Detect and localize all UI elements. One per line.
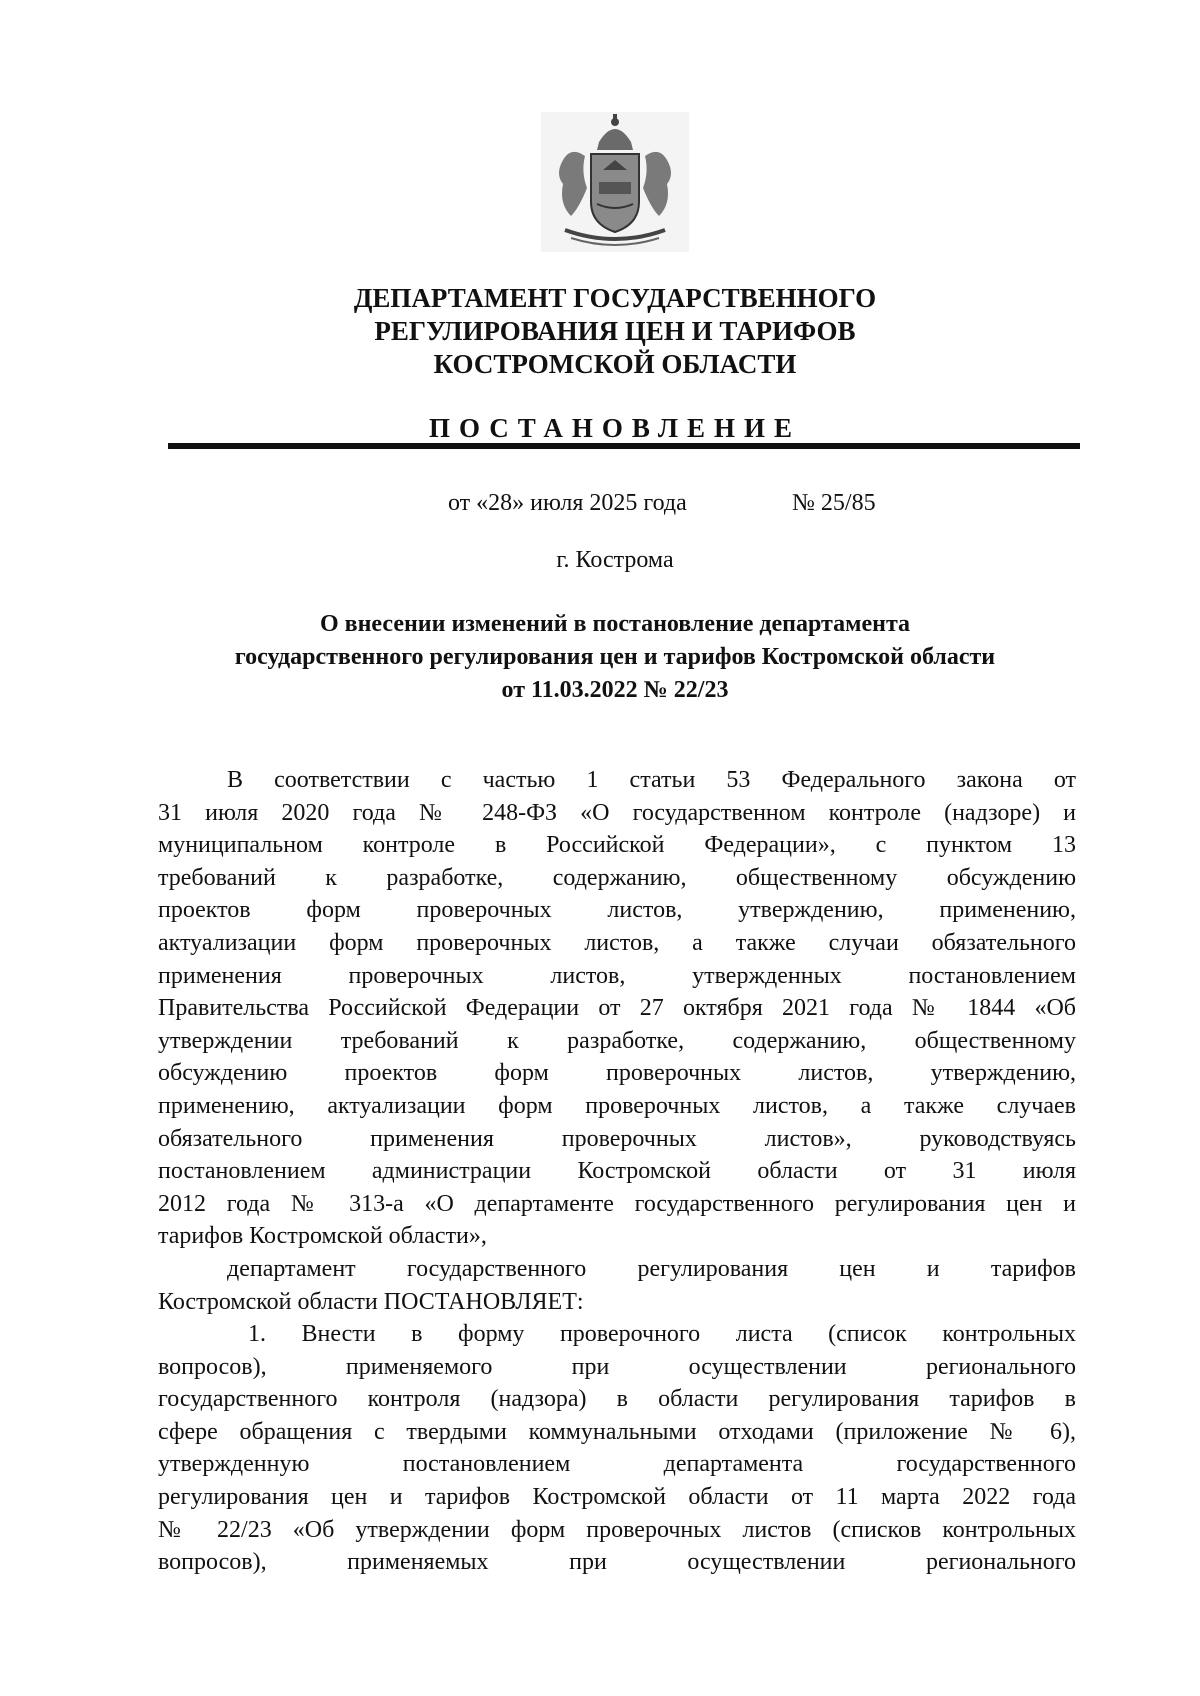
body-line: государственного контроля (надзора) в области регулирования тарифов в	[158, 1386, 1076, 1413]
body-line: проектов форм проверочных листов, утверждению, применению,	[158, 897, 1076, 924]
authority-line-2: РЕГУЛИРОВАНИЯ ЦЕН И ТАРИФОВ	[374, 316, 856, 346]
body-line: муниципальном контроле в Российской Федерации», с пунктом 13	[158, 832, 1076, 859]
document-body	[158, 764, 1076, 1579]
document-date: от «28» июля 2025 года	[448, 490, 687, 516]
title-line-1: О внесении изменений в постановление департамента	[319, 611, 911, 637]
body-line: вопросов), применяемых при осуществлении регионального	[158, 1549, 1076, 1576]
body-line: тарифов Костромской области»,	[158, 1223, 487, 1250]
document-city: г. Кострома	[556, 547, 674, 573]
document-number: № 25/85	[792, 490, 876, 516]
body-line: обязательного применения проверочных листов», руководствуясь	[158, 1125, 1076, 1152]
body-line: регулирования цен и тарифов Костромской области от 11 марта 2022 года	[158, 1484, 1076, 1511]
authority-line-3: КОСТРОМСКОЙ ОБЛАСТИ	[433, 349, 797, 379]
issuing-authority	[0, 282, 1200, 381]
body-line: департамент государственного регулирования цен и тарифов	[227, 1255, 1076, 1282]
coat-of-arms-emblem	[541, 112, 689, 252]
document-title	[0, 608, 1200, 707]
body-line: 31 июля 2020 года № 248-ФЗ «О государственном контроле (надзоре) и	[158, 799, 1076, 826]
body-line: В соответствии с частью 1 статьи 53 Федерального закона от	[227, 767, 1076, 793]
body-line: применения проверочных листов, утвержденных постановлением	[158, 962, 1076, 989]
body-line: постановлением администрации Костромской области от 31 июля	[158, 1158, 1076, 1185]
document-type: ПОСТАНОВЛЕНИЕ	[428, 413, 802, 443]
body-line: 1. Внести в форму проверочного листа (список контрольных	[248, 1321, 1076, 1348]
title-line-3: от 11.03.2022 № 22/23	[501, 677, 729, 703]
authority-line-1: ДЕПАРТАМЕНТ ГОСУДАРСТВЕННОГО	[353, 283, 877, 313]
header-divider	[168, 443, 1080, 449]
body-line: актуализации форм проверочных листов, а также случаи обязательного	[158, 929, 1076, 956]
body-line: Правительства Российской Федерации от 27 октября 2021 года № 1844 «Об	[158, 995, 1076, 1022]
body-line: утвержденную постановлением департамента государственного	[158, 1451, 1076, 1478]
title-line-2: государственного регулирования цен и тарифов Костромской области	[234, 644, 996, 670]
body-line: сфере обращения с твердыми коммунальными отходами (приложение № 6),	[158, 1418, 1076, 1445]
body-line: вопросов), применяемого при осуществлении регионального	[158, 1353, 1076, 1380]
body-line: № 22/23 «Об утверждении форм проверочных листов (списков контрольных	[158, 1516, 1076, 1543]
body-line: применению, актуализации форм проверочных листов, а также случаев	[158, 1092, 1076, 1119]
body-line: 2012 года № 313-а «О департаменте государственного регулирования цен и	[158, 1190, 1076, 1217]
body-line: Костромской области ПОСТАНОВЛЯЕТ:	[158, 1288, 584, 1315]
body-line: требований к разработке, содержанию, общественному обсуждению	[158, 864, 1076, 891]
body-line: утверждении требований к разработке, содержанию, общественному	[158, 1027, 1076, 1054]
body-line: обсуждению проектов форм проверочных листов, утверждению,	[158, 1060, 1076, 1087]
